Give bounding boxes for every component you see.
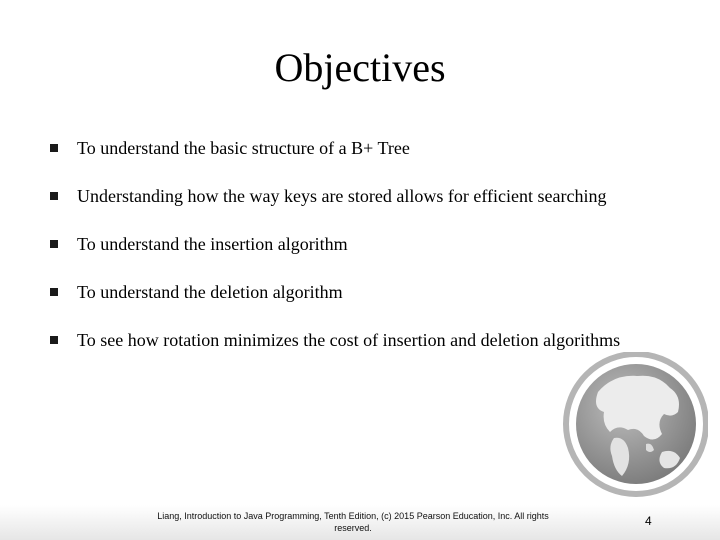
square-bullet-icon (50, 144, 58, 152)
bullet-text: To understand the basic structure of a B+ Tree (77, 137, 410, 158)
footer-copyright: Liang, Introduction to Java Programming, Tenth Edition, (c) 2015 Pearson Education, Inc. All rights reserved. (157, 511, 549, 533)
slide-title: Objectives (274, 45, 446, 90)
bullet-text: To understand the insertion algorithm (77, 233, 348, 254)
square-bullet-icon (50, 240, 58, 248)
page-number: 4 (645, 514, 652, 528)
square-bullet-icon (50, 288, 58, 296)
list-item (50, 134, 410, 162)
list-item (50, 230, 348, 258)
list-item (50, 326, 620, 354)
bullet-text: To understand the deletion algorithm (77, 281, 343, 302)
globe-icon (558, 352, 708, 502)
bullet-text: To see how rotation minimizes the cost of insertion and deletion algorithms (77, 329, 621, 350)
square-bullet-icon (50, 192, 58, 200)
list-item (50, 278, 343, 306)
bullet-text: Understanding how the way keys are stored allows for efficient searching (77, 185, 607, 206)
square-bullet-icon (50, 336, 58, 344)
list-item (50, 182, 607, 210)
